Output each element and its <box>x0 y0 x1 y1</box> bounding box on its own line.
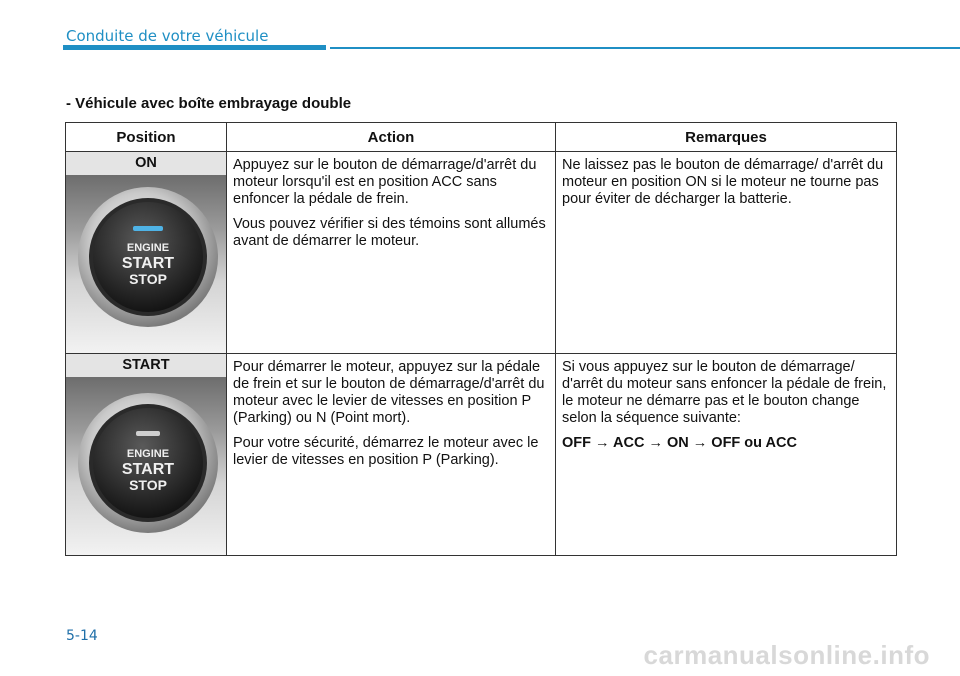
action-cell-start <box>227 354 556 556</box>
action-text: Pour votre sécurité, démarrez le moteur avec le levier de vitesses en position P (Parking). <box>233 435 539 468</box>
remarks-cell-start <box>556 354 897 556</box>
position-cell-on <box>66 152 227 354</box>
button-label-engine: ENGINE <box>126 448 170 460</box>
watermark: carmanualsonline.info <box>643 640 930 670</box>
position-label: START <box>122 357 170 373</box>
header-rule-thick <box>63 45 326 50</box>
page-number: 5-14 <box>66 628 98 644</box>
position-label: ON <box>135 155 157 171</box>
action-text: Vous pouvez vérifier si des témoins sont allumés avant de démarrer le moteur. <box>233 216 546 249</box>
position-table <box>65 122 897 556</box>
button-label-start: START <box>121 461 175 478</box>
section-header-title: Conduite de votre véhicule <box>66 27 269 45</box>
key-position-sequence: OFF → ACC → ON → OFF ou ACC <box>562 435 797 451</box>
column-header-action: Action <box>227 123 556 152</box>
position-cell-start <box>66 354 227 556</box>
table-header-row <box>66 123 897 152</box>
column-header-remarks: Remarques <box>556 123 897 152</box>
remarks-cell-on <box>556 152 897 354</box>
button-label-start: START <box>121 255 175 272</box>
section-title: - Véhicule avec boîte embrayage double <box>66 95 352 112</box>
column-header-position: Position <box>66 123 227 152</box>
action-text: Appuyez sur le bouton de démarrage/d'arrêt du moteur lorsqu'il est en position ACC sans enfoncer la pédale de frein. <box>233 157 537 207</box>
button-label-engine: ENGINE <box>126 242 170 254</box>
engine-start-button-image <box>66 175 226 353</box>
button-label-stop: STOP <box>129 477 167 493</box>
header-rule-thin <box>330 47 960 49</box>
action-text: Pour démarrer le moteur, appuyez sur la pédale de frein et sur le bouton de démarrage/d'arrêt du moteur avec le levier de vitesses en position P (Parking) ou N (Point mort). <box>233 359 545 426</box>
remarks-text: Si vous appuyez sur le bouton de démarrage/ d'arrêt du moteur sans enfoncer la pédale de frein, le moteur ne démarre pas et le bouton change selon la séquence suivante: <box>562 359 887 426</box>
action-cell-on <box>227 152 556 354</box>
remarks-text: Ne laissez pas le bouton de démarrage/ d'arrêt du moteur en position ON si le moteur ne tourne pas pour éviter de décharger la batterie. <box>562 157 884 207</box>
indicator-light <box>136 431 160 436</box>
table-row <box>66 152 897 354</box>
indicator-light <box>133 226 163 231</box>
engine-start-button-image <box>66 377 226 555</box>
table-row <box>66 354 897 556</box>
button-label-stop: STOP <box>129 271 167 287</box>
